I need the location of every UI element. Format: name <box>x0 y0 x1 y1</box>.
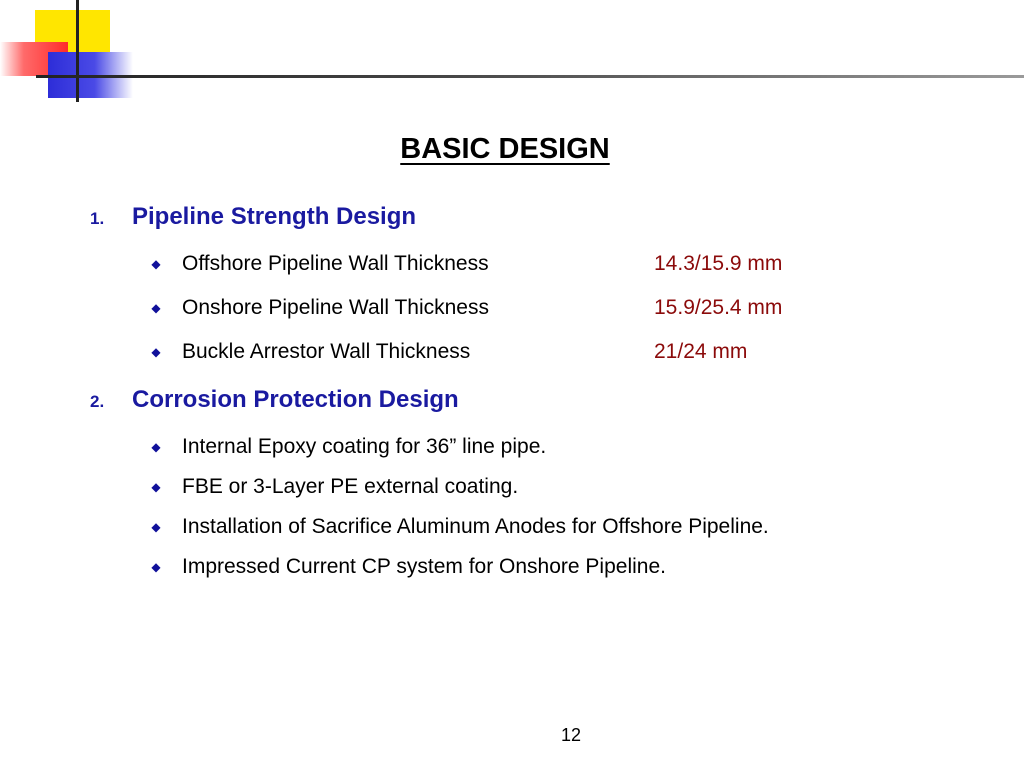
item-label: Onshore Pipeline Wall Thickness <box>182 296 489 319</box>
item-label: Internal Epoxy coating for 36” line pipe. <box>182 435 547 458</box>
list-item <box>150 252 782 276</box>
section-number: 2. <box>90 392 105 411</box>
diamond-bullet-icon: ◆ <box>151 520 161 534</box>
item-value: 14.3/15.9 mm <box>654 252 783 275</box>
list-item <box>150 340 747 364</box>
item-label: Buckle Arrestor Wall Thickness <box>182 340 471 363</box>
slide-title-text: BASIC DESIGN <box>400 133 610 165</box>
list-item <box>150 435 546 459</box>
diamond-bullet-icon: ◆ <box>151 345 161 359</box>
list-item <box>150 555 666 579</box>
diamond-bullet-icon: ◆ <box>151 257 161 271</box>
item-label: FBE or 3-Layer PE external coating. <box>182 475 519 498</box>
item-label: Impressed Current CP system for Onshore Pipeline. <box>182 555 666 578</box>
item-value: 21/24 mm <box>654 340 748 363</box>
page-number: 12 <box>560 725 582 745</box>
section-title: Pipeline Strength Design <box>132 203 417 230</box>
section-number: 1. <box>90 209 105 228</box>
header-horizontal-rule <box>36 75 1024 78</box>
item-label: Installation of Sacrifice Aluminum Anodes for Offshore Pipeline. <box>182 515 769 538</box>
list-item <box>150 475 518 499</box>
corner-vertical-line <box>76 0 79 102</box>
diamond-bullet-icon: ◆ <box>151 560 161 574</box>
diamond-bullet-icon: ◆ <box>151 480 161 494</box>
list-item <box>150 296 782 320</box>
slide-title <box>0 133 1010 166</box>
diamond-bullet-icon: ◆ <box>151 440 161 454</box>
section-1-heading <box>90 203 416 231</box>
diamond-bullet-icon: ◆ <box>151 301 161 315</box>
item-label: Offshore Pipeline Wall Thickness <box>182 252 489 275</box>
section-title: Corrosion Protection Design <box>132 386 459 413</box>
list-item <box>150 515 769 539</box>
item-value: 15.9/25.4 mm <box>654 296 783 319</box>
section-2-heading <box>90 386 459 414</box>
